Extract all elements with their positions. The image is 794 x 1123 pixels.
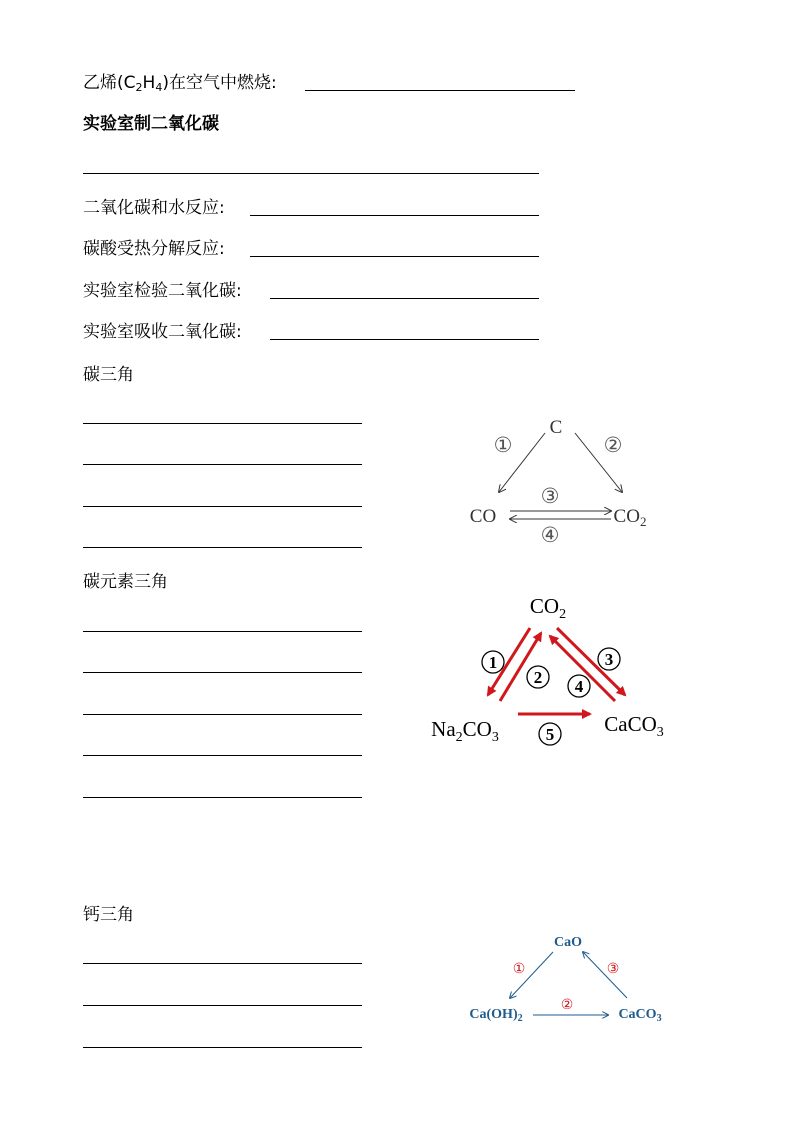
calcium-triangle-diagram (455, 925, 675, 1030)
step-number-1: ① (512, 962, 526, 977)
answer-line[interactable] (83, 797, 362, 798)
step-number-2: ② (603, 433, 623, 457)
svg-text:1: 1 (488, 653, 498, 672)
reaction-label-absorb-co2: 实验室吸收二氧化碳: (83, 322, 242, 342)
node-caoh2: $Ca(OH)_2$ (469, 1007, 523, 1024)
step-number-4: ④ (540, 523, 560, 547)
answer-line[interactable] (270, 298, 539, 299)
node-caco3: CaCO$_3$ (604, 712, 664, 740)
formula-part: )在空气中燃烧: (162, 73, 277, 93)
arrow-caco3-to-cao (583, 952, 627, 998)
answer-line[interactable] (83, 1005, 362, 1006)
step-number-3: ③ (606, 962, 620, 977)
step-badge-3 (598, 648, 620, 670)
node-caco3: CaCO$_3$ (618, 1007, 662, 1024)
carbon-node-c: C (549, 417, 563, 438)
answer-line[interactable] (83, 464, 362, 465)
formula-part: H (142, 73, 156, 93)
answer-line[interactable] (83, 672, 362, 673)
section-heading-carbon-triangle: 碳三角 (83, 365, 134, 385)
step-badge-4 (568, 675, 590, 697)
answer-line[interactable] (83, 173, 539, 174)
svg-text:3: 3 (604, 650, 614, 669)
answer-line[interactable] (83, 1047, 362, 1048)
step-badge-1 (482, 651, 504, 673)
answer-line[interactable] (83, 631, 362, 632)
step-number-2: ② (560, 998, 574, 1013)
svg-text:2: 2 (533, 668, 543, 687)
answer-line[interactable] (83, 963, 362, 964)
node-na2co3: $Na_2CO_3$ (431, 717, 499, 745)
section-heading-carbon-element-triangle: 碳元素三角 (83, 572, 168, 592)
carbon-node-co2: $CO_2$ (613, 506, 647, 529)
answer-line[interactable] (270, 339, 539, 340)
formula-part: 乙烯(C (83, 73, 136, 93)
answer-line[interactable] (250, 256, 539, 257)
answer-line[interactable] (83, 506, 362, 507)
answer-line[interactable] (305, 90, 575, 91)
reaction-label-co2-water: 二氧化碳和水反应: (83, 198, 225, 218)
answer-line[interactable] (83, 423, 362, 424)
carbon-node-co: CO (469, 506, 497, 527)
formula-subscript: 4 (155, 81, 163, 94)
node-co2: $CO_2$ (529, 594, 567, 622)
svg-text:4: 4 (574, 677, 584, 696)
step-badge-5 (539, 723, 561, 745)
step-badge-2 (527, 666, 549, 688)
reaction-label-test-co2: 实验室检验二氧化碳: (83, 281, 242, 301)
answer-line[interactable] (250, 215, 539, 216)
formula-subscript: 2 (135, 81, 143, 94)
answer-line[interactable] (83, 547, 362, 548)
answer-line[interactable] (83, 714, 362, 715)
reaction-label-carbonic-acid: 碳酸受热分解反应: (83, 239, 225, 259)
svg-text:5: 5 (545, 725, 555, 744)
step-number-1: ① (493, 433, 513, 457)
node-cao: CaO (554, 935, 582, 950)
carbon-triangle-diagram (455, 405, 670, 550)
section-heading-lab-co2: 实验室制二氧化碳 (83, 114, 219, 134)
step-number-3: ③ (540, 484, 560, 508)
answer-line[interactable] (83, 755, 362, 756)
section-heading-calcium-triangle: 钙三角 (83, 905, 134, 925)
ethylene-combustion-prompt (83, 72, 277, 99)
carbon-element-triangle-diagram (420, 588, 675, 753)
